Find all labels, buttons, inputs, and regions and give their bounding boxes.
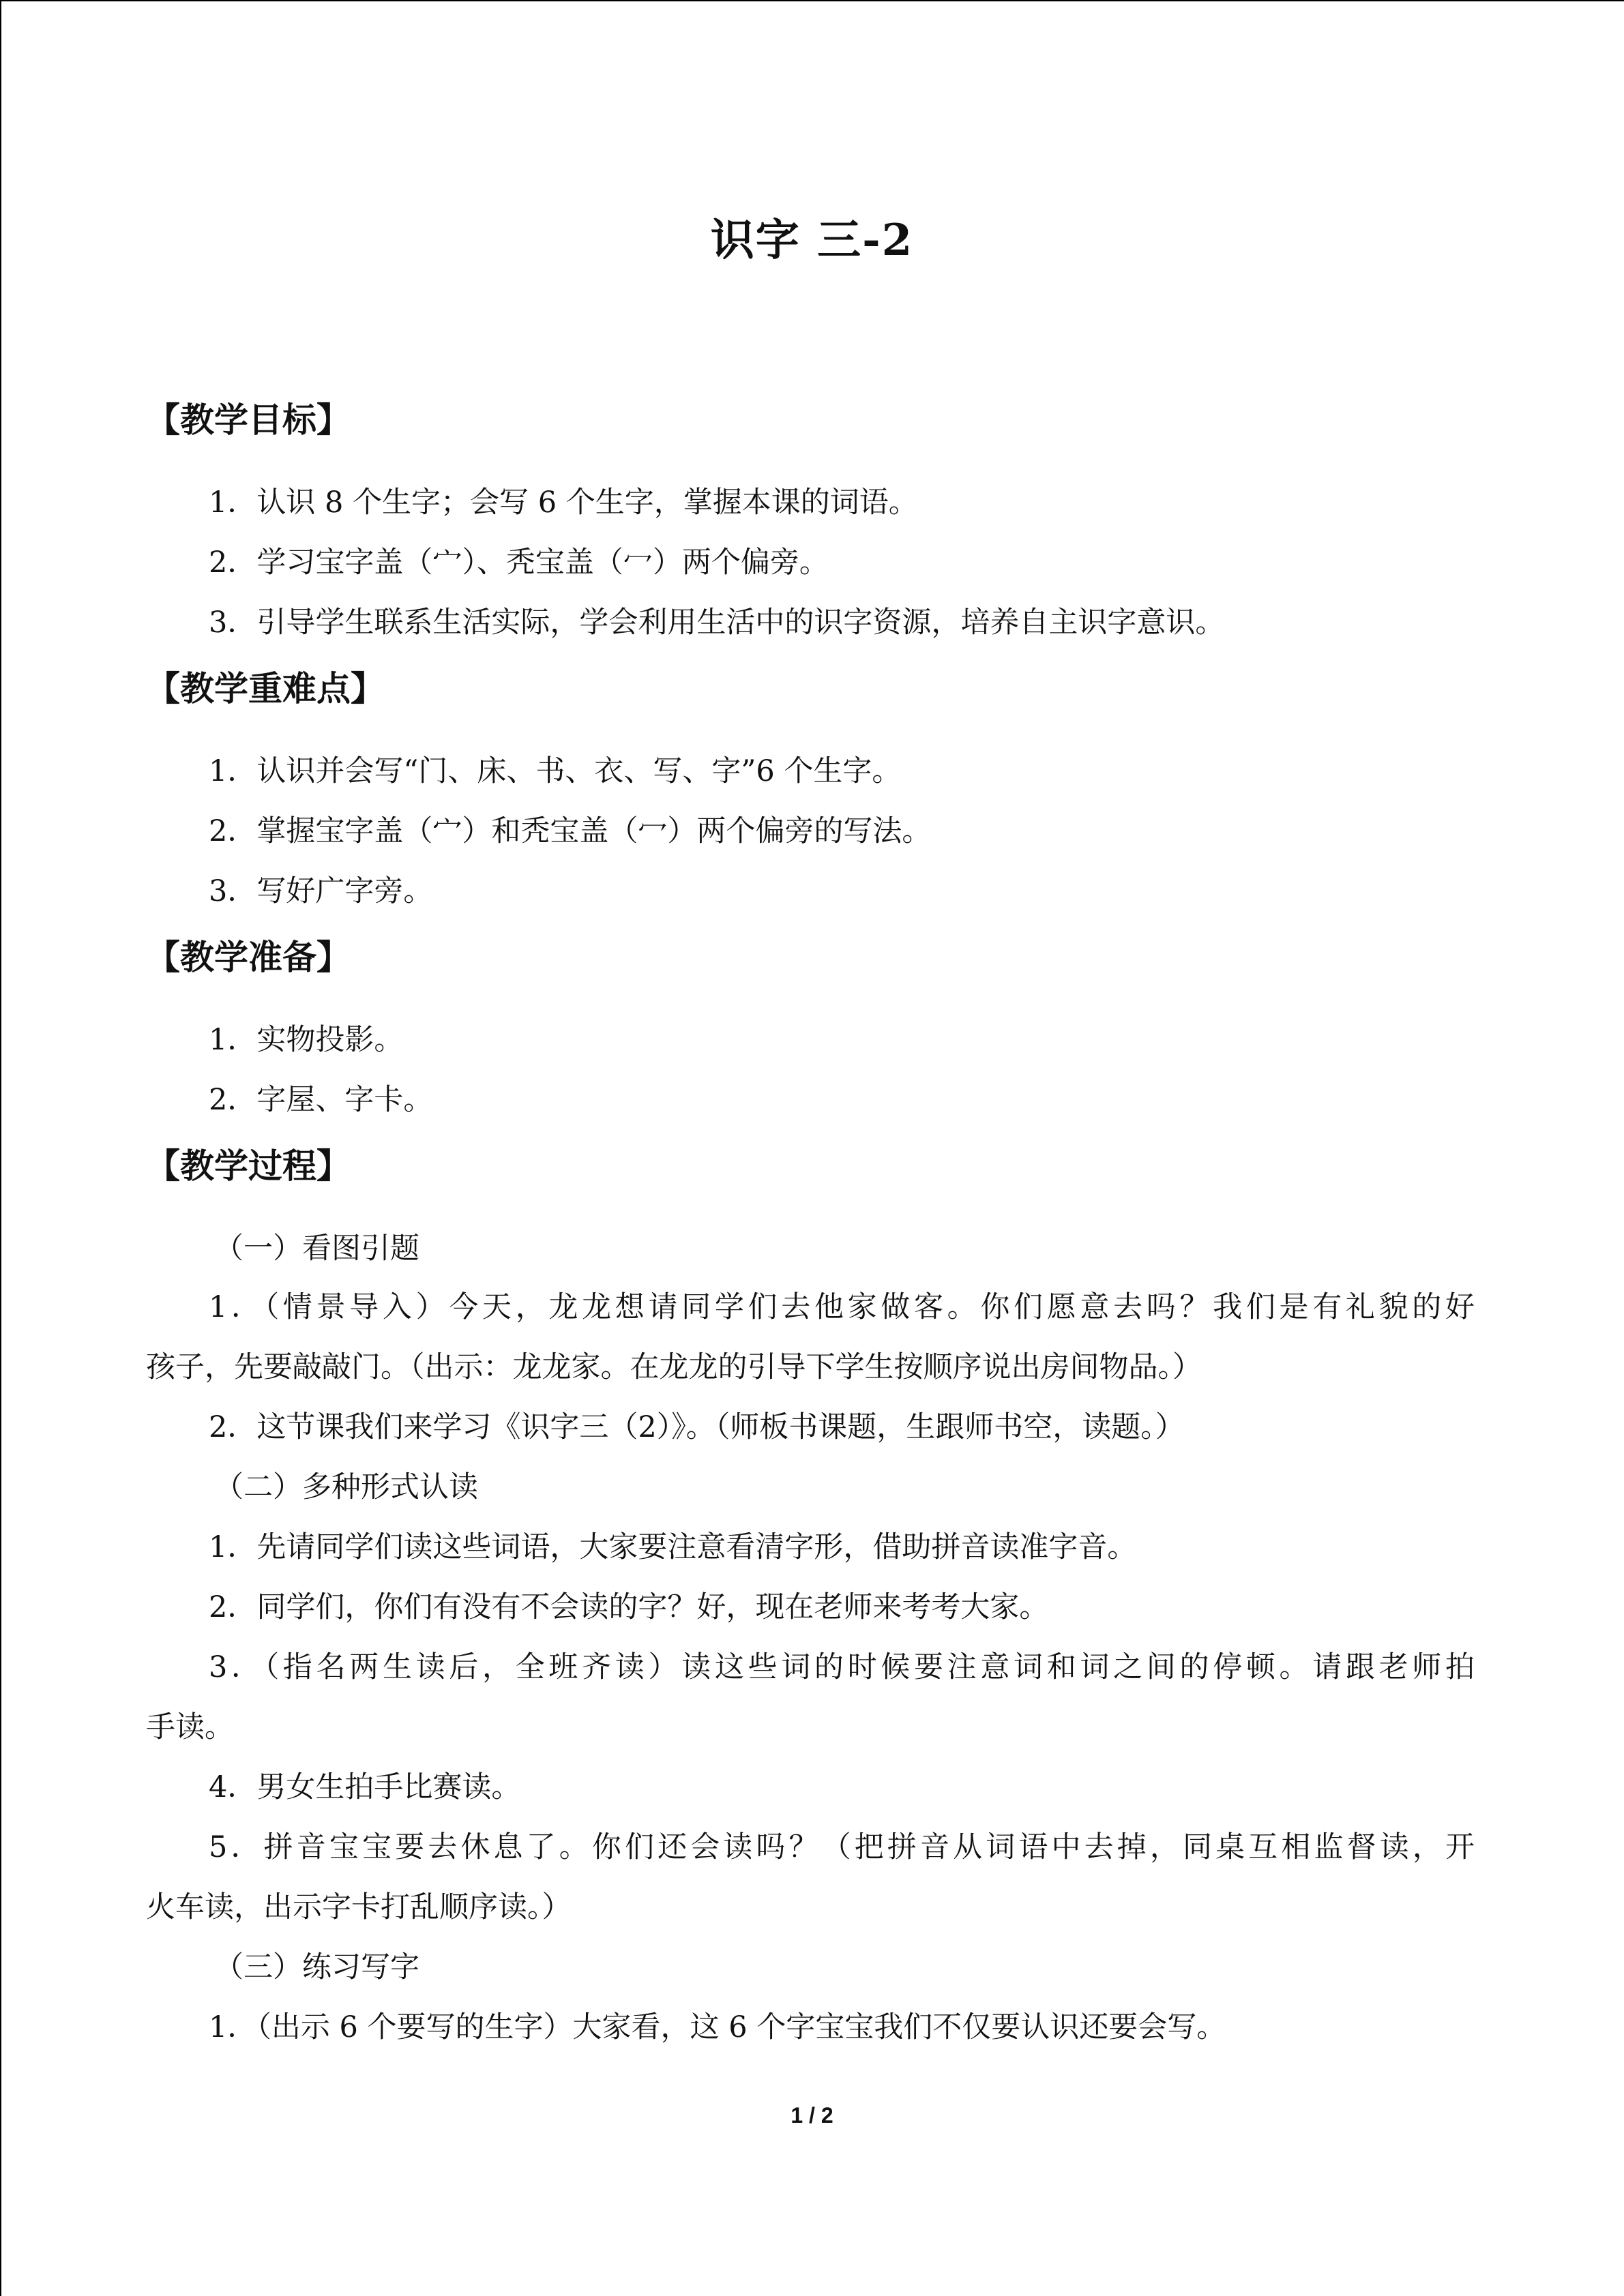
preparation-item: 2．字屋、字卡。 xyxy=(209,1083,433,1117)
section-heading-preparation: 【教学准备】 xyxy=(146,937,351,977)
process-paragraph-line: 火车读，出示字卡打乱顺序读。） xyxy=(146,1890,572,1924)
page-border-left xyxy=(0,0,1,2296)
process-paragraph-line: 手读。 xyxy=(146,1710,234,1744)
process-part-title: （二）多种形式认读 xyxy=(214,1470,478,1504)
process-part-title: （一）看图引题 xyxy=(214,1232,419,1266)
process-paragraph-line: 2．同学们，你们有没有不会读的字？好，现在老师来考考大家。 xyxy=(209,1590,1049,1624)
section-heading-goals: 【教学目标】 xyxy=(146,400,351,440)
process-paragraph-line: 5．拼音宝宝要去休息了。你们还会读吗？（把拼音从词语中去掉，同桌互相监督读，开 xyxy=(209,1830,1475,1864)
process-paragraph-line: 3．（指名两生读后，全班齐读）读这些词的时候要注意词和词之间的停顿。请跟老师拍 xyxy=(209,1650,1475,1684)
page-border-top xyxy=(0,0,1624,1)
section-heading-key-points: 【教学重难点】 xyxy=(146,668,385,709)
document-title: 识字 三-2 xyxy=(710,215,914,266)
key-point-item: 2．掌握宝字盖（宀）和秃宝盖（冖）两个偏旁的写法。 xyxy=(209,814,932,848)
process-paragraph-line: 2．这节课我们来学习《识字三（2）》。（师板书课题，生跟师书空，读题。） xyxy=(209,1410,1185,1444)
goal-item: 3．引导学生联系生活实际，学会利用生活中的识字资源，培养自主识字意识。 xyxy=(209,606,1225,640)
key-point-item: 3．写好广字旁。 xyxy=(209,874,433,908)
process-paragraph-line: 1．先请同学们读这些词语，大家要注意看清字形，借助拼音读准字音。 xyxy=(209,1530,1137,1564)
process-paragraph-line: 1．（出示 6 个要写的生字）大家看，这 6 个字宝宝我们不仅要认识还要会写。 xyxy=(209,2010,1226,2044)
process-paragraph-line: 4．男女生拍手比赛读。 xyxy=(209,1770,521,1804)
goal-item: 1．认识 8 个生字；会写 6 个生字，掌握本课的词语。 xyxy=(209,486,918,520)
process-paragraph-line: 孩子，先要敲敲门。（出示：龙龙家。在龙龙的引导下学生按顺序说出房间物品。） xyxy=(146,1350,1202,1384)
key-point-item: 1．认识并会写“门、床、书、衣、写、字”6 个生字。 xyxy=(209,754,902,788)
section-heading-process: 【教学过程】 xyxy=(146,1146,351,1186)
page-number: 1 / 2 xyxy=(791,2103,833,2128)
process-part-title: （三）练习写字 xyxy=(214,1950,419,1984)
process-paragraph-line: 1．（情景导入）今天，龙龙想请同学们去他家做客。你们愿意去吗？我们是有礼貌的好 xyxy=(209,1290,1475,1324)
goal-item: 2．学习宝字盖（宀）、秃宝盖（冖）两个偏旁。 xyxy=(209,546,829,580)
preparation-item: 1．实物投影。 xyxy=(209,1023,404,1057)
